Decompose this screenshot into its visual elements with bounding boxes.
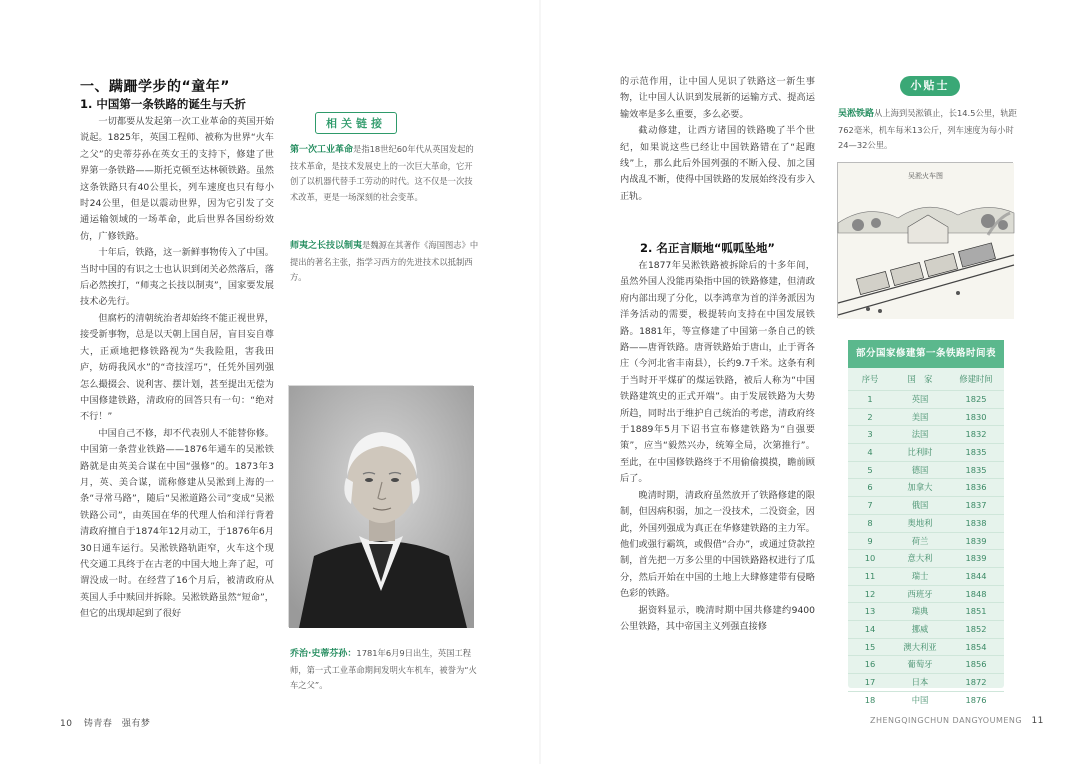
row-year: 1856 (965, 659, 987, 670)
table-row (848, 602, 1004, 620)
row-year: 1848 (965, 588, 987, 599)
table-row (848, 673, 1004, 691)
row-index: 17 (864, 677, 876, 687)
table-row (848, 514, 1004, 532)
row-country: 法国 (911, 429, 929, 440)
row-country: 日本 (911, 677, 929, 687)
row-index: 15 (864, 641, 876, 652)
row-index: 13 (864, 606, 876, 617)
table-header (848, 368, 1004, 390)
right-body-top (620, 74, 815, 205)
row-country: 瑞典 (911, 606, 929, 617)
row-country: 澳大利亚 (903, 641, 937, 652)
section-title: 一、蹒跚学步的“童年” (80, 79, 230, 95)
caption-keyword: 乔治·史蒂芬孙： (290, 649, 357, 659)
row-year: 1832 (965, 429, 987, 440)
row-index: 7 (867, 500, 873, 511)
table-row (848, 620, 1004, 638)
row-country: 德国 (911, 464, 929, 475)
row-year: 1876 (965, 694, 987, 705)
paragraph: 十年后，铁路，这一新鲜事物传入了中国。当时中国的有识之士也认识到闭关必然落后，落后必然挨打，“师夷之长技以制夷”，国家要发展技术必先行。 (80, 247, 274, 308)
related-links-entry (290, 238, 480, 286)
row-country: 英国 (911, 394, 929, 404)
row-country: 挪威 (911, 623, 929, 634)
table-row (848, 390, 1004, 408)
row-index: 2 (867, 411, 873, 422)
row-index: 6 (867, 482, 873, 493)
row-country: 奥地利 (907, 517, 933, 528)
col-header-country: 国 家 (907, 374, 933, 384)
related-links-label: 相关链接 (315, 112, 397, 134)
sidebar-text: 是魏源在其著作《海国图志》中提出的著名主张，指学习西方的先进技术以抵制西方。 (290, 240, 479, 282)
table-row (848, 408, 1004, 426)
table-row (848, 461, 1004, 479)
row-index: 11 (864, 570, 876, 581)
col-header-year: 修建时间 (959, 374, 993, 384)
engraving-title: 吴淞火车图 (908, 172, 943, 180)
row-country: 俄国 (911, 500, 929, 511)
footer-title: ZHENGQINGCHUN DANGYOUMENG (870, 716, 1023, 725)
caption-text: 1781年6月9日出生，英国工程师，第一式工业革命期间发明火车机车，被誉为“火车之父”。 (290, 648, 477, 690)
first-railway-table (848, 340, 1004, 705)
row-index: 5 (867, 464, 873, 475)
page-number: 11 (1031, 716, 1044, 726)
row-index: 9 (867, 535, 873, 546)
table-row (848, 443, 1004, 461)
row-year: 1835 (965, 464, 987, 475)
row-country: 美国 (911, 411, 929, 422)
sidebar-text: 是指18世纪60年代从英国发起的技术革命，是技术发展史上的一次巨大革命，它开创了以机器代替手工劳动的时代。这不仅是一次技术改革，更是一场深刻的社会变革。 (290, 144, 474, 202)
paragraph: 的示范作用，让中国人见识了铁路这一新生事物，让中国人认识到发展新的运输方式、提高运输效率是多么重要，多么必要。 (620, 76, 815, 120)
table-row (848, 638, 1004, 656)
wusong-railway-engraving-image (837, 162, 1013, 318)
row-year: 1839 (965, 535, 987, 546)
row-index: 8 (867, 517, 873, 528)
row-index: 4 (867, 447, 873, 458)
row-year: 1872 (965, 677, 987, 687)
paragraph: 截动修建，让西方诸国的铁路晚了半个世纪，如果说这些已经让中国铁路错在了“起跑线”上，那么此后外国列强的不断入侵、加之国内战乱不断，使得中国铁路的发展始终没有步入正轨。 (620, 125, 815, 202)
tips-entry (838, 106, 1018, 154)
table-row (848, 691, 1004, 709)
sidebar-keyword: 第一次工业革命 (290, 145, 354, 155)
page-number: 10 (60, 719, 73, 729)
row-year: 1837 (965, 500, 987, 511)
row-country: 瑞士 (911, 570, 929, 581)
related-links-entry (290, 142, 480, 205)
row-country: 意大利 (907, 553, 933, 564)
footer-title: 铸青春 强有梦 (83, 719, 151, 729)
table-row (848, 655, 1004, 673)
row-index: 1 (867, 394, 873, 404)
paragraph: 但腐朽的清朝统治者却始终不能正视世界，接受新事物，总是以天朝上国自居，盲目妄自尊大，正顽地把修铁路视为“失我险阻，害我田庐，妨碍我风水”的“奇技淫巧”，任凭外国列强怎么撮掇会、说利害、摆计划，甚至提出无偿为中国修建铁路，清政府的回答只有一句：“绝对不行！” (80, 312, 274, 423)
table-title: 部分国家修建第一条铁路时间表 (848, 340, 1004, 368)
row-year: 1836 (965, 482, 987, 493)
table-row (848, 425, 1004, 443)
row-country: 荷兰 (911, 535, 929, 546)
paragraph: 据资料显示，晚清时期中国共修建约9400公里铁路，其中帝国主义列强直接修 (620, 604, 815, 632)
row-year: 1851 (965, 606, 987, 617)
right-body-column (620, 258, 815, 635)
row-year: 1835 (965, 447, 987, 458)
sidebar-keyword: 师夷之长技以制夷 (290, 241, 363, 251)
stephenson-portrait-image (288, 385, 473, 627)
subsection-title-1: 1. 中国第一条铁路的诞生与夭折 (80, 97, 246, 111)
row-year: 1825 (965, 394, 987, 404)
row-country: 西班牙 (907, 588, 933, 599)
row-year: 1844 (965, 570, 987, 581)
portrait-caption (290, 646, 480, 694)
left-body-column (80, 114, 274, 623)
row-country: 中国 (911, 694, 929, 705)
row-year: 1830 (965, 411, 987, 422)
row-index: 16 (864, 659, 876, 670)
paragraph: 在1877年吴淞铁路被拆除后的十多年间，虽然外国人没能再染指中国的铁路修建，但清政府内部出现了分化，以李鸿章为首的洋务派因为洋务活动的需要，极提转向支持在中国发展铁路。1881年，等宣修建了中国第一条自己的铁路——唐胥铁路。唐胥铁路始于唐山，止于胥各庄（今河北省丰南县），长约9.7千米。这条有利于当时开平煤矿的煤运铁路，被后人称为“中国铁路建筑史的正式开端”。由于发展铁路为大势所趋，同时出于维护自己统治的考虑，清政府终于1889年5月下诏书宣布修建铁路为“自强要策”，应当“毅然兴办，统筹全局，次第推行”。至此，在中国修铁路终于不用偷偷摸摸，瞻前顾后了。 (620, 260, 815, 485)
row-index: 3 (867, 429, 873, 440)
portrait-engraving-icon (289, 386, 474, 628)
tips-label: 小贴士 (900, 76, 960, 96)
right-footer (870, 716, 1044, 726)
table-body (848, 390, 1004, 708)
table-row (848, 567, 1004, 585)
row-country: 葡萄牙 (907, 659, 933, 670)
row-year: 1854 (965, 641, 987, 652)
left-footer (60, 716, 150, 729)
table-row (848, 496, 1004, 514)
row-country: 加拿大 (907, 482, 933, 493)
row-index: 12 (864, 588, 876, 599)
row-index: 14 (864, 623, 876, 634)
row-year: 1838 (965, 517, 987, 528)
train-illustration-icon (838, 163, 1014, 319)
tips-text: 从上海到吴淞镇止，长14.5公里，轨距762毫米，机车每米13公斤，列车速度为每小时24—32公里。 (838, 108, 1017, 150)
tips-keyword: 吴淞铁路 (838, 109, 875, 119)
table-row (848, 549, 1004, 567)
subsection-title-2: 2. 名正言顺地“呱呱坠地” (640, 241, 775, 255)
row-year: 1852 (965, 623, 987, 634)
paragraph: 一切都要从发起第一次工业革命的英国开始说起。1825年，英国工程师、被称为世界“火车之父”的史蒂芬孙在英女王的支持下，修建了世界第一条铁路——斯托克顿至达林顿铁路。虽然这条铁路只有40公里长，列车速度也只有每小时24公里，但是以震动世界，因为它引发了交通运输领域的一场革命，此后世界各国纷纷效仿，广修铁路。 (80, 116, 274, 242)
row-country: 比利时 (907, 447, 933, 458)
row-index: 10 (864, 553, 876, 564)
paragraph: 晚清时期，清政府虽然放开了铁路修建的限制，但因病积弱，加之一没技术，二没资金，因此，外国列强成为真正在华修建铁路的主力军。他们或强行霸筑，或假借“合办”，或通过贷款控制，首先把一万多公里的中国铁路路权进行了瓜分，然后开始在中国的土地上大肆修建带有侵略色彩的铁路。 (620, 489, 815, 600)
table-row (848, 532, 1004, 550)
col-header-index: 序号 (861, 374, 879, 384)
row-year: 1839 (965, 553, 987, 564)
table-row (848, 478, 1004, 496)
table-row (848, 585, 1004, 603)
paragraph: 中国自己不修，却不代表别人不能替你修。中国第一条营业铁路——1876年通车的吴淞铁路就是由英美合谋在中国“强修”的。1873年3月，英、美合谋，谎称修建从吴淞到上海的一条“寻常马路”，随后“吴淞道路公司”变成“吴淞铁路公司”，由英国在华的代理人怡和洋行背着清政府擅自于1874年12月动工，于1876年6月30日通车运行。吴淞铁路轨距窄，火车这个现代交通工具终于在古老的中国大地上奔了起，可谓没成一时。在经营了16个月后，被清政府从英国人手中赎回并拆除。吴淞铁路虽然“短命”，但它的出现却起到了很好 (80, 427, 274, 620)
row-index: 18 (864, 694, 876, 705)
